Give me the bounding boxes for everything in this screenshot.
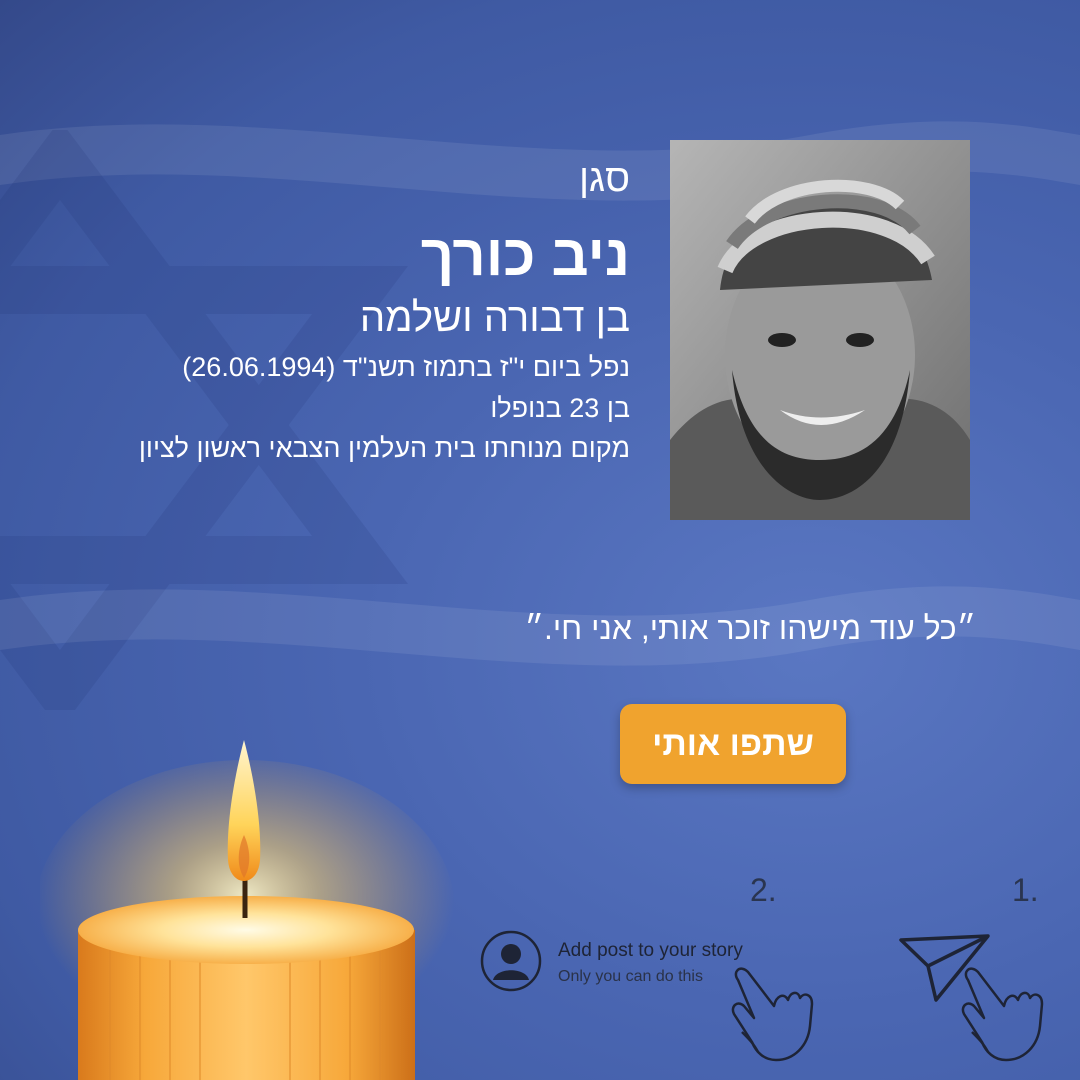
story-title: Add post to your story <box>558 940 743 961</box>
tap-hand-icon-2 <box>958 962 1048 1066</box>
fall-date: נפל ביום י"ז בתמוז תשנ"ד (26.06.1994) <box>182 352 630 382</box>
share-button[interactable]: שתפו אותי <box>620 704 846 784</box>
story-subtitle: Only you can do this <box>558 968 703 985</box>
soldier-name: ניב כורך <box>420 223 630 288</box>
step-1-number: 1. <box>1012 872 1039 908</box>
avatar-icon <box>480 930 542 992</box>
tap-hand-icon <box>728 962 818 1066</box>
memorial-candle <box>40 730 460 1080</box>
step-2-number: 2. <box>750 872 777 908</box>
soldier-rank: סגן <box>579 158 630 200</box>
burial-place: מקום מנוחתו בית העלמין הצבאי ראשון לציון <box>138 433 630 463</box>
age-at-fall: בן 23 בנופלו <box>490 393 630 423</box>
memorial-quote: ״כל עוד מישהו זוכר אותי, אני חי.״ <box>524 610 976 646</box>
soldier-portrait <box>670 140 970 520</box>
soldier-parents: בן דבורה ושלמה <box>359 296 630 340</box>
